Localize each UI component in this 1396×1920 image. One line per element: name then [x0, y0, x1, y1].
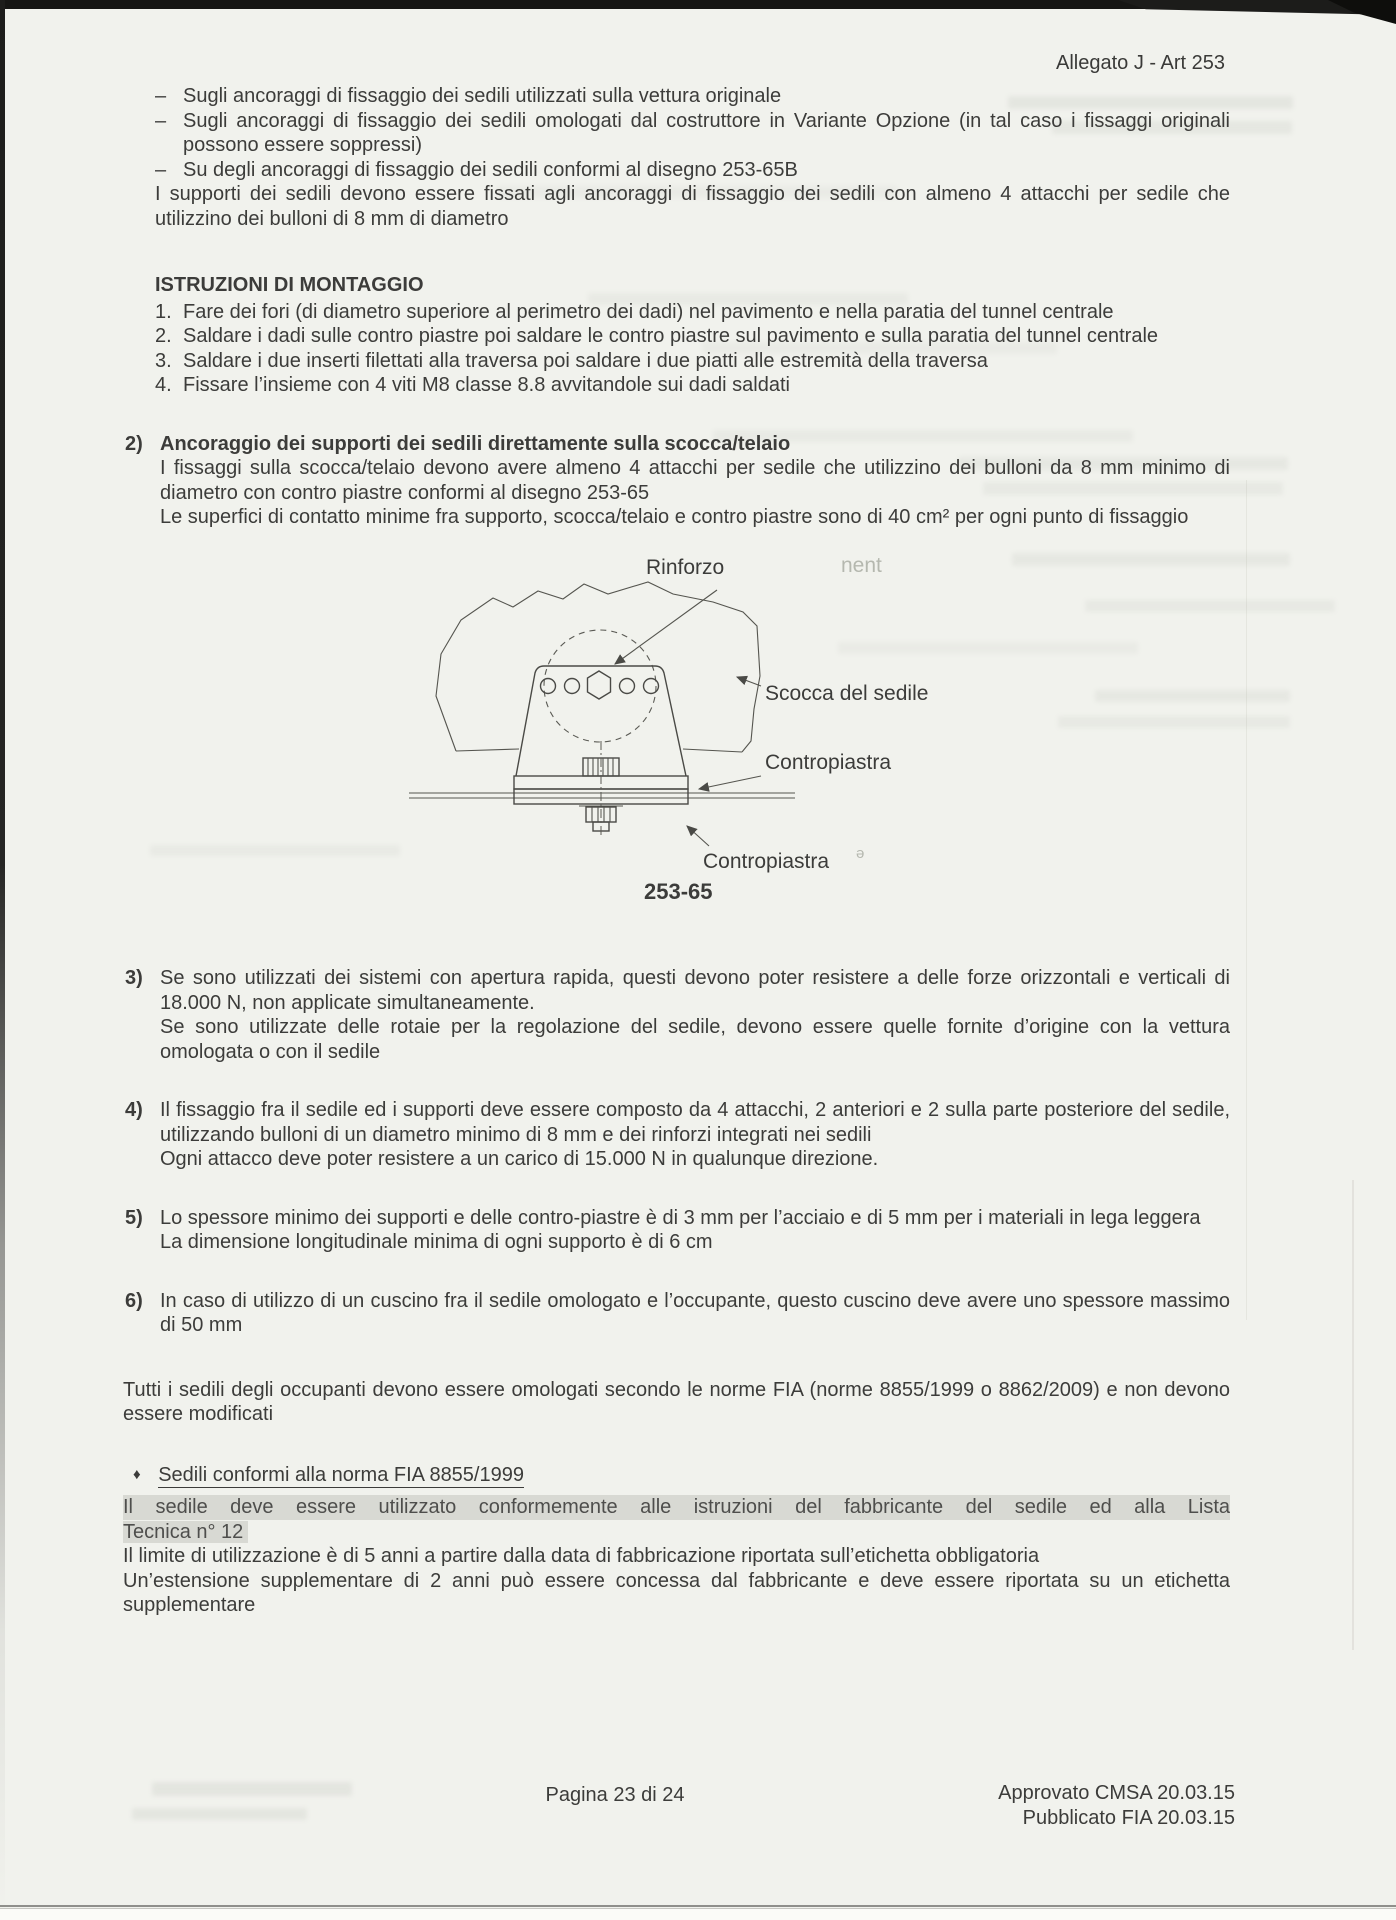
document-body	[123, 84, 1230, 1618]
standard-paragraph: Un’estensione supplementare di 2 anni può essere concessa dal fabbricante e deve essere riportata su un etichetta supplementare	[123, 1569, 1230, 1616]
standard-paragraph: Il limite di utilizzazione è di 5 anni a partire dalla data di fabbricazione riportata sull’etichetta obbligatoria	[123, 1545, 1040, 1567]
bleed-artifact	[152, 1782, 352, 1796]
bullet-text: Sugli ancoraggi di fissaggio dei sedili omologati dal costruttore in Variante Opzione (in tal caso i fissaggi originali possono essere soppressi)	[183, 109, 1230, 156]
footer-approval	[998, 1781, 1235, 1831]
diagram-label-contropiastra-lower: Contropiastra	[703, 849, 830, 873]
highlighted-text: Tecnica n° 12	[123, 1521, 248, 1543]
standard-heading-text: Sedili conformi alla norma FIA 8855/1999	[158, 1463, 524, 1486]
step-number: 3.	[155, 349, 172, 372]
section-6	[123, 1289, 1230, 1338]
seat-shell-outline	[436, 582, 760, 752]
scanner-edge-left	[0, 0, 5, 1920]
bleed-text: nent	[841, 553, 882, 577]
section-5	[123, 1206, 1230, 1255]
bullet-text: Su degli ancoraggi di fissaggio dei sedili conformi al disegno 253-65B	[183, 158, 798, 181]
anchor-bullet	[155, 84, 1230, 109]
step-text: Saldare i due inserti filettati alla traversa poi saldare i due piatti alle estremità della traversa	[183, 349, 988, 372]
bullet-text: Sugli ancoraggi di fissaggio dei sedili utilizzati sulla vettura originale	[183, 85, 782, 107]
section-3-body: Se sono utilizzate delle rotaie per la regolazione del sedile, devono essere quelle fornite d’origine con la vettura omologata o con il sedile	[160, 1016, 1230, 1063]
scan-artifact-vline	[1352, 1180, 1354, 1650]
section-4	[123, 1098, 1230, 1172]
section-2-body: I fissaggi sulla scocca/telaio devono avere almeno 4 attacchi per sedile che utilizzino dei bulloni da 8 mm minimo di diametro con contro piastre conformi al disegno 253-65	[160, 457, 1230, 504]
footer-published: Pubblicato FIA 20.03.15	[1022, 1807, 1235, 1829]
step-number: 1.	[155, 300, 172, 323]
highlighted-text-line	[123, 1520, 1230, 1545]
mounting-step	[155, 373, 1230, 398]
diagram-label-scocca: Scocca del sedile	[765, 681, 929, 705]
diagram-caption: 253-65	[644, 878, 713, 904]
section-number: 5)	[125, 1206, 143, 1229]
mounting-step	[155, 324, 1230, 349]
step-number: 2.	[155, 325, 172, 347]
bullet-dash: –	[155, 109, 167, 132]
section-2	[123, 432, 1230, 530]
diamond-bullet-icon: ♦	[133, 1465, 141, 1483]
diagram-label-contropiastra-upper: Contropiastra	[765, 750, 892, 774]
bullet-dash: –	[155, 85, 167, 107]
section-3	[123, 966, 1230, 1064]
homologation-note: Tutti i sedili degli occupanti devono essere omologati secondo le norme FIA (norme 8855/1999 o 8862/2009) e non devono essere modificati	[123, 1378, 1230, 1425]
seat-mount-technical-drawing	[361, 536, 961, 912]
section-2-title: Ancoraggio dei supporti dei sedili direttamente sulla scocca/telaio	[160, 432, 791, 455]
mounting-step	[155, 300, 1230, 325]
anchor-bullet	[155, 109, 1230, 158]
plates-and-floor	[409, 776, 795, 804]
page-header-reference: Allegato J - Art 253	[1056, 52, 1225, 74]
bleed-text: ə	[856, 844, 865, 862]
bleed-artifact	[132, 1808, 307, 1820]
section-5-body: Lo spessore minimo dei supporti e delle contro-piastre è di 3 mm per l’acciaio e di 5 mm per i materiali in lega leggera	[160, 1206, 1201, 1229]
footer-approved: Approvato CMSA 20.03.15	[998, 1782, 1235, 1804]
step-text: Fare dei fori (di diametro superiore al perimetro dei dadi) nel pavimento e nella paratia del tunnel centrale	[183, 300, 1114, 323]
mounting-step	[155, 349, 1230, 374]
section-number: 6)	[125, 1289, 143, 1312]
step-number: 4.	[155, 374, 172, 396]
step-text: Fissare l’insieme con 4 viti M8 classe 8.8 avvitandole sui dadi saldati	[183, 374, 790, 396]
anchor-bullet	[155, 158, 1230, 183]
highlighted-text-line: Il sedile deve essere utilizzato conformemente alle istruzioni del fabbricante del sedile ed alla Lista	[123, 1496, 1230, 1518]
section-3-body: Se sono utilizzati dei sistemi con apertura rapida, questi devono poter resistere a delle forze orizzontali e verticali di 18.000 N, non applicate simultaneamente.	[160, 967, 1230, 1014]
scanner-bottom-line-echo	[0, 1908, 1396, 1909]
standard-heading	[133, 1463, 1230, 1488]
section-number: 3)	[125, 967, 143, 989]
scanner-bottom-line	[0, 1905, 1396, 1907]
diagram-label-rinforzo: Rinforzo	[646, 555, 725, 579]
section-number: 4)	[125, 1099, 143, 1121]
step-text: Saldare i dadi sulle contro piastre poi saldare le contro piastre sul pavimento e sulla paratia del tunnel centrale	[183, 325, 1159, 347]
scan-artifact-vline	[1246, 480, 1247, 1320]
mounting-instructions-title: ISTRUZIONI DI MONTAGGIO	[155, 274, 424, 296]
section-number: 2)	[125, 432, 143, 455]
section-5-body: La dimensione longitudinale minima di ogni supporto è di 6 cm	[160, 1231, 713, 1253]
section-6-body: In caso di utilizzo di un cuscino fra il sedile omologato e l’occupante, questo cuscino deve avere uno spessore massimo di 50 mm	[160, 1289, 1230, 1336]
section-4-body: Il fissaggio fra il sedile ed i supporti deve essere composto da 4 attacchi, 2 anteriori e 2 sulla parte posteriore del sedile, utilizzando bulloni di un diametro minimo di 8 mm e dei rinforzi integrati nei sedili	[160, 1099, 1230, 1146]
supports-note: I supporti dei sedili devono essere fissati agli ancoraggi di fissaggio dei sedili con almeno 4 attacchi per sedile che utilizzino dei bulloni di 8 mm di diametro	[155, 183, 1230, 230]
footer-page-number: Pagina 23 di 24	[545, 1784, 685, 1806]
leader-arrows	[615, 590, 761, 846]
section-2-body: Le superfici di contatto minime fra supporto, scocca/telaio e contro piastre sono di 40 cm² per ogni punto di fissaggio	[160, 506, 1189, 528]
bullet-dash: –	[155, 158, 167, 181]
scanner-edge-bottom	[0, 1908, 1396, 1920]
section-4-body: Ogni attacco deve poter resistere a un carico di 15.000 N in qualunque direzione.	[160, 1148, 879, 1170]
mounting-steps	[155, 300, 1230, 398]
